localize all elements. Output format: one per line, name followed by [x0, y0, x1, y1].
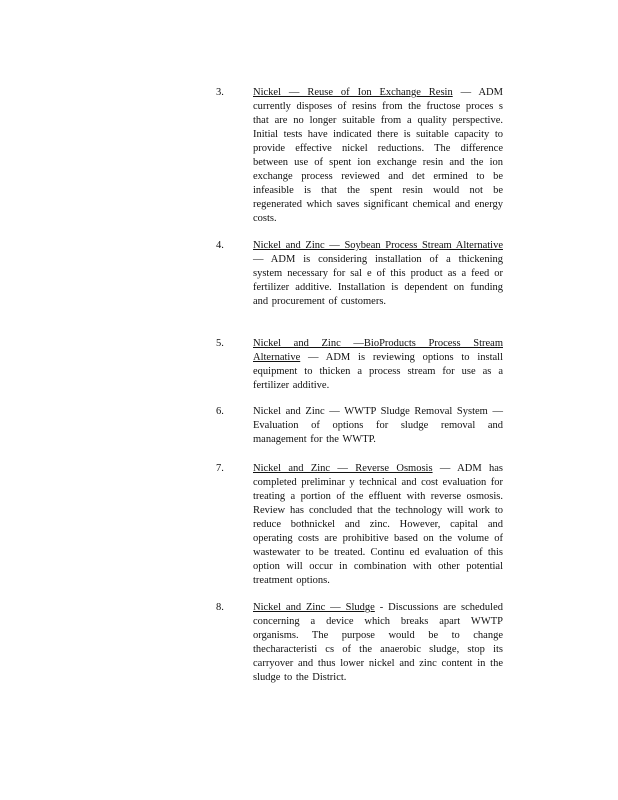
item-heading: Nickel and Zinc — Sludge	[253, 602, 375, 613]
item-text: Nickel and Zinc — WWTP Sludge Removal System — Evaluation of options for sludge removal and management for the WWTP.	[253, 406, 503, 445]
item-text: — ADM is reviewing options to install equipment to thicken a process stream for use as a fertilizer additive.	[253, 352, 503, 391]
item-body	[253, 239, 503, 309]
item-text: — ADM is considering installation of a thickening system necessary for sal e of this product as a feed or fertilizer additive. Installation is dependent on funding and procurement of customers.	[253, 254, 503, 307]
item-body	[253, 337, 503, 393]
item-body	[253, 601, 503, 685]
item-heading: Nickel and Zinc — Reverse Osmosis	[253, 463, 433, 474]
item-text: — ADM has completed preliminar y technical and cost evaluation for treating a portion of the effluent with reverse osmosis. Review has concluded that the technology will work to reduce bothnickel and zinc. However, capital and operating costs are prohibitive based on the volume of wastewater to be treated. Continu ed evaluation of this option will occur in combination with other potential treatment options.	[253, 463, 504, 586]
item-body	[253, 86, 503, 226]
item-heading: Nickel — Reuse of Ion Exchange Resin	[253, 87, 453, 98]
item-number: 4.	[216, 240, 224, 251]
item-number: 5.	[216, 338, 224, 349]
item-text: - Discussions are scheduled concerning a device which breaks apart WWTP organisms. The purpose would be to change thecharacteristi cs of the anaerobic sludge, stop its carryover and thus lower nickel and zinc content in the sludge to the District.	[253, 602, 503, 683]
item-number: 7.	[216, 463, 224, 474]
item-number: 3.	[216, 87, 224, 98]
item-body	[253, 462, 503, 588]
item-heading: Nickel and Zinc — Soybean Process Stream Alternative	[253, 240, 503, 251]
item-heading: Nickel and Zinc —BioProducts Process Stream Alternative	[253, 338, 503, 363]
item-body	[253, 405, 503, 447]
item-text: — ADM currently disposes of resins from the fructose proces s that are no longer suitable from a quality perspective. Initial tests have indicated there is suitable capacity to provide effective nickel reductions. The difference between use of spent ion exchange resin and the ion exchange process reviewed and det ermined to be infeasible is that the spent resin would not be regenerated which saves significant chemical and energy costs.	[253, 87, 503, 224]
item-number: 6.	[216, 406, 224, 417]
item-number: 8.	[216, 602, 224, 613]
